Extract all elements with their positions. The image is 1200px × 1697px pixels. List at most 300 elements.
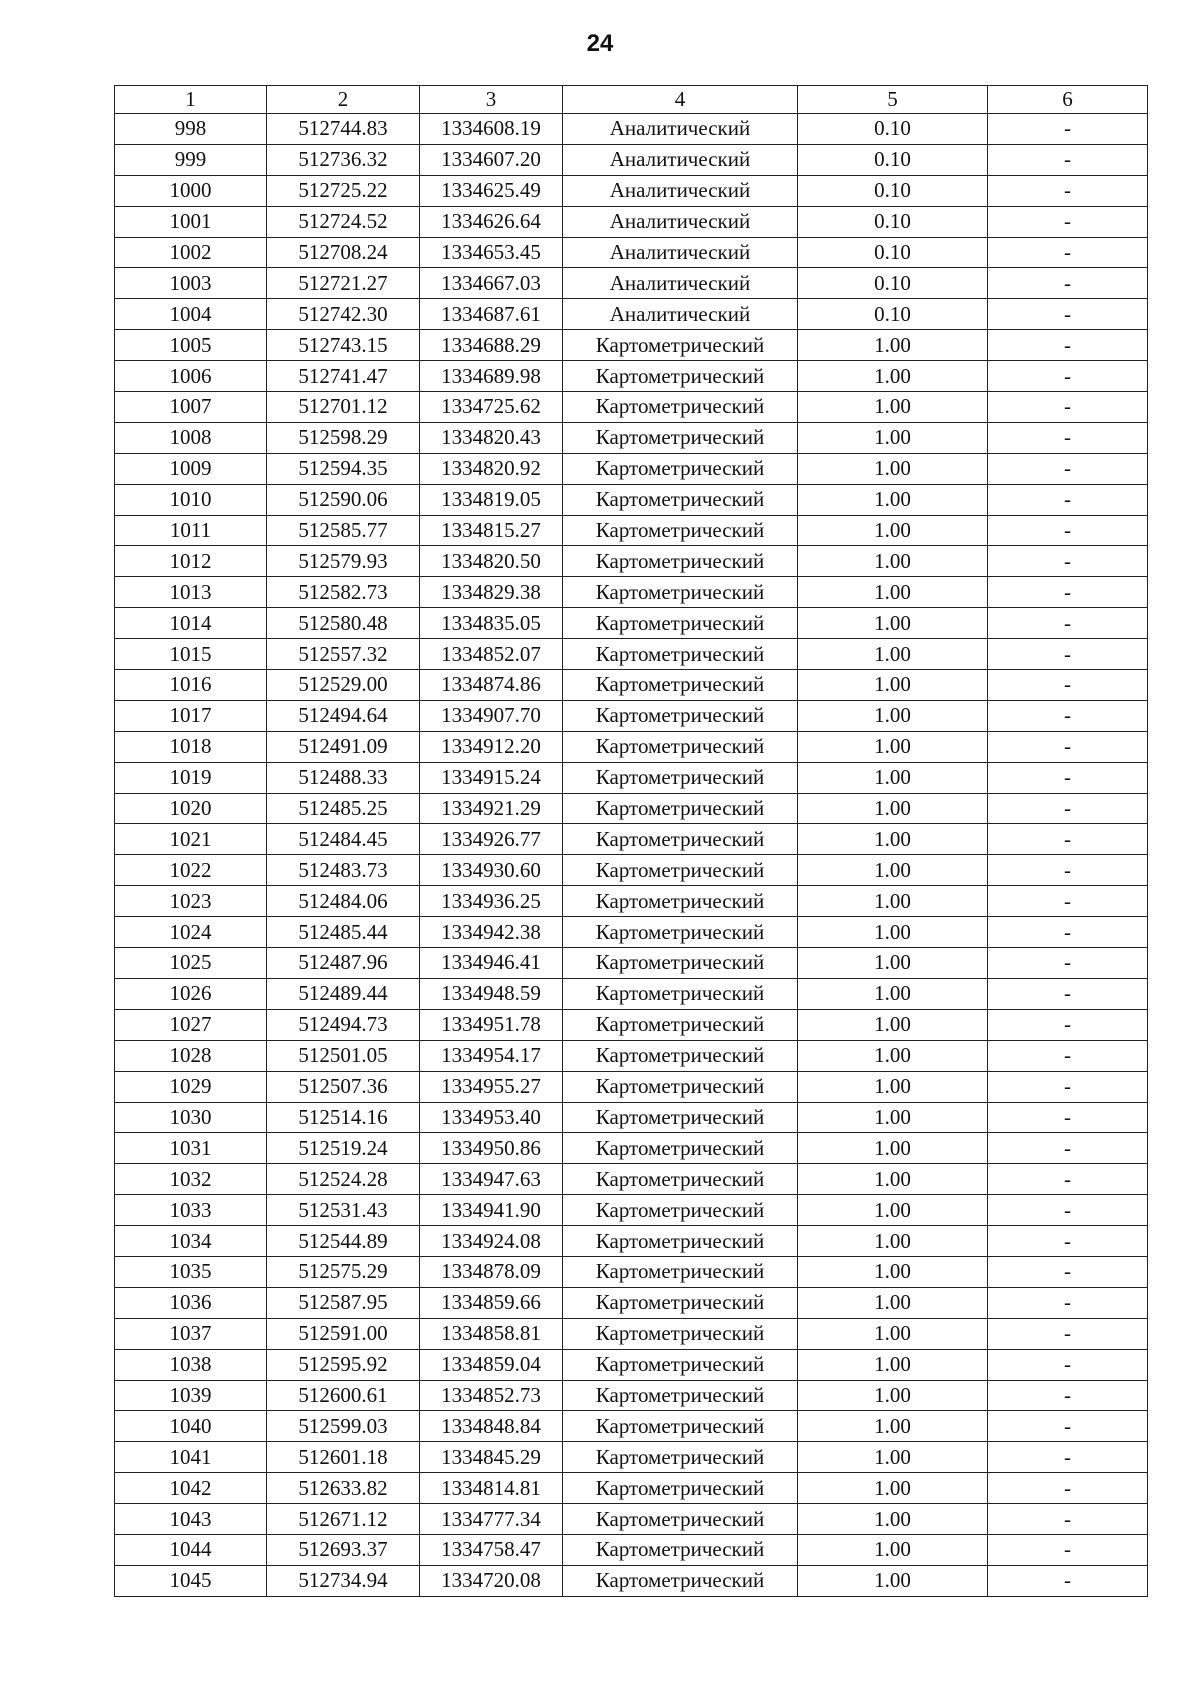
method-cell: Картометрический bbox=[563, 886, 798, 917]
table-row bbox=[115, 175, 1148, 206]
point-number-cell: 1019 bbox=[115, 762, 267, 793]
note-cell: - bbox=[988, 1534, 1148, 1565]
note-cell: - bbox=[988, 700, 1148, 731]
point-number-cell: 1018 bbox=[115, 731, 267, 762]
method-cell: Картометрический bbox=[563, 1102, 798, 1133]
x-coordinate-cell: 512485.44 bbox=[267, 917, 420, 948]
table-row bbox=[115, 330, 1148, 361]
accuracy-cell: 1.00 bbox=[798, 453, 988, 484]
accuracy-cell: 1.00 bbox=[798, 330, 988, 361]
method-cell: Картометрический bbox=[563, 700, 798, 731]
accuracy-cell: 0.10 bbox=[798, 114, 988, 145]
note-cell: - bbox=[988, 206, 1148, 237]
method-cell: Картометрический bbox=[563, 1473, 798, 1504]
note-cell: - bbox=[988, 731, 1148, 762]
point-number-cell: 1021 bbox=[115, 824, 267, 855]
x-coordinate-cell: 512531.43 bbox=[267, 1195, 420, 1226]
x-coordinate-cell: 512488.33 bbox=[267, 762, 420, 793]
point-number-cell: 1038 bbox=[115, 1349, 267, 1380]
x-coordinate-cell: 512501.05 bbox=[267, 1040, 420, 1071]
method-cell: Аналитический bbox=[563, 268, 798, 299]
point-number-cell: 1000 bbox=[115, 175, 267, 206]
method-cell: Картометрический bbox=[563, 1287, 798, 1318]
method-cell: Картометрический bbox=[563, 392, 798, 423]
x-coordinate-cell: 512485.25 bbox=[267, 793, 420, 824]
note-cell: - bbox=[988, 1473, 1148, 1504]
note-cell: - bbox=[988, 546, 1148, 577]
point-number-cell: 1015 bbox=[115, 639, 267, 670]
table-row bbox=[115, 731, 1148, 762]
y-coordinate-cell: 1334689.98 bbox=[420, 361, 563, 392]
column-header: 6 bbox=[988, 86, 1148, 114]
table-row bbox=[115, 670, 1148, 701]
table-row bbox=[115, 608, 1148, 639]
point-number-cell: 1010 bbox=[115, 484, 267, 515]
point-number-cell: 1039 bbox=[115, 1380, 267, 1411]
y-coordinate-cell: 1334950.86 bbox=[420, 1133, 563, 1164]
table-row bbox=[115, 1195, 1148, 1226]
method-cell: Картометрический bbox=[563, 1071, 798, 1102]
x-coordinate-cell: 512519.24 bbox=[267, 1133, 420, 1164]
point-number-cell: 1020 bbox=[115, 793, 267, 824]
coordinates-table bbox=[114, 85, 1148, 1597]
x-coordinate-cell: 512514.16 bbox=[267, 1102, 420, 1133]
method-cell: Картометрический bbox=[563, 855, 798, 886]
y-coordinate-cell: 1334946.41 bbox=[420, 948, 563, 979]
y-coordinate-cell: 1334953.40 bbox=[420, 1102, 563, 1133]
y-coordinate-cell: 1334814.81 bbox=[420, 1473, 563, 1504]
x-coordinate-cell: 512721.27 bbox=[267, 268, 420, 299]
method-cell: Картометрический bbox=[563, 1349, 798, 1380]
table-row bbox=[115, 1256, 1148, 1287]
y-coordinate-cell: 1334930.60 bbox=[420, 855, 563, 886]
point-number-cell: 1037 bbox=[115, 1318, 267, 1349]
x-coordinate-cell: 512585.77 bbox=[267, 515, 420, 546]
table-body bbox=[115, 114, 1148, 1597]
accuracy-cell: 1.00 bbox=[798, 917, 988, 948]
x-coordinate-cell: 512598.29 bbox=[267, 422, 420, 453]
x-coordinate-cell: 512484.06 bbox=[267, 886, 420, 917]
note-cell: - bbox=[988, 1256, 1148, 1287]
accuracy-cell: 0.10 bbox=[798, 299, 988, 330]
x-coordinate-cell: 512557.32 bbox=[267, 639, 420, 670]
method-cell: Картометрический bbox=[563, 608, 798, 639]
note-cell: - bbox=[988, 330, 1148, 361]
y-coordinate-cell: 1334954.17 bbox=[420, 1040, 563, 1071]
point-number-cell: 1002 bbox=[115, 237, 267, 268]
point-number-cell: 1025 bbox=[115, 948, 267, 979]
method-cell: Картометрический bbox=[563, 762, 798, 793]
accuracy-cell: 1.00 bbox=[798, 886, 988, 917]
table-row bbox=[115, 1133, 1148, 1164]
accuracy-cell: 1.00 bbox=[798, 948, 988, 979]
table-row bbox=[115, 453, 1148, 484]
table-row bbox=[115, 1164, 1148, 1195]
y-coordinate-cell: 1334607.20 bbox=[420, 144, 563, 175]
accuracy-cell: 1.00 bbox=[798, 484, 988, 515]
x-coordinate-cell: 512544.89 bbox=[267, 1226, 420, 1257]
method-cell: Картометрический bbox=[563, 1534, 798, 1565]
y-coordinate-cell: 1334625.49 bbox=[420, 175, 563, 206]
page-number: 24 bbox=[586, 30, 614, 57]
method-cell: Аналитический bbox=[563, 175, 798, 206]
x-coordinate-cell: 512633.82 bbox=[267, 1473, 420, 1504]
accuracy-cell: 1.00 bbox=[798, 1318, 988, 1349]
table-row bbox=[115, 422, 1148, 453]
table-row bbox=[115, 1102, 1148, 1133]
accuracy-cell: 1.00 bbox=[798, 577, 988, 608]
accuracy-cell: 1.00 bbox=[798, 1380, 988, 1411]
accuracy-cell: 1.00 bbox=[798, 515, 988, 546]
y-coordinate-cell: 1334948.59 bbox=[420, 978, 563, 1009]
table-row bbox=[115, 1009, 1148, 1040]
y-coordinate-cell: 1334858.81 bbox=[420, 1318, 563, 1349]
table-row bbox=[115, 886, 1148, 917]
y-coordinate-cell: 1334912.20 bbox=[420, 731, 563, 762]
x-coordinate-cell: 512580.48 bbox=[267, 608, 420, 639]
point-number-cell: 1006 bbox=[115, 361, 267, 392]
note-cell: - bbox=[988, 1195, 1148, 1226]
y-coordinate-cell: 1334947.63 bbox=[420, 1164, 563, 1195]
note-cell: - bbox=[988, 639, 1148, 670]
method-cell: Аналитический bbox=[563, 299, 798, 330]
method-cell: Аналитический bbox=[563, 144, 798, 175]
table-row bbox=[115, 1534, 1148, 1565]
point-number-cell: 1023 bbox=[115, 886, 267, 917]
point-number-cell: 1035 bbox=[115, 1256, 267, 1287]
y-coordinate-cell: 1334859.04 bbox=[420, 1349, 563, 1380]
point-number-cell: 1007 bbox=[115, 392, 267, 423]
method-cell: Картометрический bbox=[563, 484, 798, 515]
table-row bbox=[115, 206, 1148, 237]
accuracy-cell: 1.00 bbox=[798, 793, 988, 824]
accuracy-cell: 1.00 bbox=[798, 978, 988, 1009]
x-coordinate-cell: 512600.61 bbox=[267, 1380, 420, 1411]
point-number-cell: 1005 bbox=[115, 330, 267, 361]
method-cell: Аналитический bbox=[563, 206, 798, 237]
accuracy-cell: 1.00 bbox=[798, 1256, 988, 1287]
x-coordinate-cell: 512591.00 bbox=[267, 1318, 420, 1349]
note-cell: - bbox=[988, 422, 1148, 453]
point-number-cell: 1026 bbox=[115, 978, 267, 1009]
point-number-cell: 1022 bbox=[115, 855, 267, 886]
table-row bbox=[115, 144, 1148, 175]
x-coordinate-cell: 512743.15 bbox=[267, 330, 420, 361]
method-cell: Картометрический bbox=[563, 1133, 798, 1164]
table-row bbox=[115, 1071, 1148, 1102]
header-row bbox=[115, 86, 1148, 114]
note-cell: - bbox=[988, 515, 1148, 546]
table-row bbox=[115, 1380, 1148, 1411]
method-cell: Картометрический bbox=[563, 546, 798, 577]
note-cell: - bbox=[988, 1504, 1148, 1535]
method-cell: Картометрический bbox=[563, 1504, 798, 1535]
method-cell: Аналитический bbox=[563, 237, 798, 268]
accuracy-cell: 1.00 bbox=[798, 608, 988, 639]
y-coordinate-cell: 1334820.43 bbox=[420, 422, 563, 453]
column-header: 1 bbox=[115, 86, 267, 114]
method-cell: Картометрический bbox=[563, 1442, 798, 1473]
y-coordinate-cell: 1334819.05 bbox=[420, 484, 563, 515]
y-coordinate-cell: 1334951.78 bbox=[420, 1009, 563, 1040]
note-cell: - bbox=[988, 577, 1148, 608]
note-cell: - bbox=[988, 1226, 1148, 1257]
table-header bbox=[115, 86, 1148, 114]
note-cell: - bbox=[988, 299, 1148, 330]
point-number-cell: 1032 bbox=[115, 1164, 267, 1195]
y-coordinate-cell: 1334921.29 bbox=[420, 793, 563, 824]
y-coordinate-cell: 1334859.66 bbox=[420, 1287, 563, 1318]
note-cell: - bbox=[988, 793, 1148, 824]
y-coordinate-cell: 1334835.05 bbox=[420, 608, 563, 639]
note-cell: - bbox=[988, 1349, 1148, 1380]
note-cell: - bbox=[988, 268, 1148, 299]
y-coordinate-cell: 1334848.84 bbox=[420, 1411, 563, 1442]
method-cell: Картометрический bbox=[563, 1565, 798, 1596]
accuracy-cell: 0.10 bbox=[798, 175, 988, 206]
accuracy-cell: 1.00 bbox=[798, 731, 988, 762]
table-row bbox=[115, 392, 1148, 423]
table-row bbox=[115, 299, 1148, 330]
table-row bbox=[115, 546, 1148, 577]
point-number-cell: 1040 bbox=[115, 1411, 267, 1442]
point-number-cell: 1017 bbox=[115, 700, 267, 731]
table-row bbox=[115, 700, 1148, 731]
x-coordinate-cell: 512575.29 bbox=[267, 1256, 420, 1287]
note-cell: - bbox=[988, 1102, 1148, 1133]
table-row bbox=[115, 1287, 1148, 1318]
table-row bbox=[115, 268, 1148, 299]
point-number-cell: 1004 bbox=[115, 299, 267, 330]
table-row bbox=[115, 639, 1148, 670]
method-cell: Картометрический bbox=[563, 1195, 798, 1226]
x-coordinate-cell: 512494.73 bbox=[267, 1009, 420, 1040]
note-cell: - bbox=[988, 361, 1148, 392]
accuracy-cell: 1.00 bbox=[798, 1442, 988, 1473]
method-cell: Картометрический bbox=[563, 330, 798, 361]
method-cell: Картометрический bbox=[563, 1009, 798, 1040]
accuracy-cell: 1.00 bbox=[798, 361, 988, 392]
method-cell: Картометрический bbox=[563, 1226, 798, 1257]
method-cell: Картометрический bbox=[563, 515, 798, 546]
x-coordinate-cell: 512587.95 bbox=[267, 1287, 420, 1318]
accuracy-cell: 0.10 bbox=[798, 268, 988, 299]
column-header: 4 bbox=[563, 86, 798, 114]
accuracy-cell: 1.00 bbox=[798, 1009, 988, 1040]
point-number-cell: 1042 bbox=[115, 1473, 267, 1504]
point-number-cell: 998 bbox=[115, 114, 267, 145]
y-coordinate-cell: 1334829.38 bbox=[420, 577, 563, 608]
accuracy-cell: 1.00 bbox=[798, 1133, 988, 1164]
note-cell: - bbox=[988, 1318, 1148, 1349]
x-coordinate-cell: 512744.83 bbox=[267, 114, 420, 145]
note-cell: - bbox=[988, 1040, 1148, 1071]
table-row bbox=[115, 1442, 1148, 1473]
table-row bbox=[115, 1226, 1148, 1257]
note-cell: - bbox=[988, 670, 1148, 701]
note-cell: - bbox=[988, 824, 1148, 855]
accuracy-cell: 1.00 bbox=[798, 1226, 988, 1257]
note-cell: - bbox=[988, 1380, 1148, 1411]
accuracy-cell: 1.00 bbox=[798, 1195, 988, 1226]
table-row bbox=[115, 824, 1148, 855]
x-coordinate-cell: 512693.37 bbox=[267, 1534, 420, 1565]
note-cell: - bbox=[988, 1565, 1148, 1596]
column-header: 2 bbox=[267, 86, 420, 114]
accuracy-cell: 0.10 bbox=[798, 206, 988, 237]
y-coordinate-cell: 1334653.45 bbox=[420, 237, 563, 268]
accuracy-cell: 1.00 bbox=[798, 1287, 988, 1318]
y-coordinate-cell: 1334777.34 bbox=[420, 1504, 563, 1535]
point-number-cell: 1044 bbox=[115, 1534, 267, 1565]
method-cell: Картометрический bbox=[563, 731, 798, 762]
x-coordinate-cell: 512594.35 bbox=[267, 453, 420, 484]
y-coordinate-cell: 1334874.86 bbox=[420, 670, 563, 701]
point-number-cell: 1003 bbox=[115, 268, 267, 299]
point-number-cell: 1030 bbox=[115, 1102, 267, 1133]
column-header: 3 bbox=[420, 86, 563, 114]
point-number-cell: 1028 bbox=[115, 1040, 267, 1071]
point-number-cell: 1013 bbox=[115, 577, 267, 608]
y-coordinate-cell: 1334924.08 bbox=[420, 1226, 563, 1257]
note-cell: - bbox=[988, 484, 1148, 515]
accuracy-cell: 1.00 bbox=[798, 639, 988, 670]
y-coordinate-cell: 1334720.08 bbox=[420, 1565, 563, 1596]
accuracy-cell: 1.00 bbox=[798, 1411, 988, 1442]
note-cell: - bbox=[988, 762, 1148, 793]
y-coordinate-cell: 1334907.70 bbox=[420, 700, 563, 731]
y-coordinate-cell: 1334845.29 bbox=[420, 1442, 563, 1473]
point-number-cell: 1016 bbox=[115, 670, 267, 701]
table-row bbox=[115, 793, 1148, 824]
table-row bbox=[115, 948, 1148, 979]
point-number-cell: 1029 bbox=[115, 1071, 267, 1102]
accuracy-cell: 1.00 bbox=[798, 1473, 988, 1504]
x-coordinate-cell: 512736.32 bbox=[267, 144, 420, 175]
note-cell: - bbox=[988, 855, 1148, 886]
x-coordinate-cell: 512599.03 bbox=[267, 1411, 420, 1442]
accuracy-cell: 1.00 bbox=[798, 1102, 988, 1133]
x-coordinate-cell: 512701.12 bbox=[267, 392, 420, 423]
accuracy-cell: 1.00 bbox=[798, 546, 988, 577]
table-row bbox=[115, 1349, 1148, 1380]
note-cell: - bbox=[988, 175, 1148, 206]
y-coordinate-cell: 1334667.03 bbox=[420, 268, 563, 299]
note-cell: - bbox=[988, 144, 1148, 175]
point-number-cell: 1011 bbox=[115, 515, 267, 546]
point-number-cell: 1031 bbox=[115, 1133, 267, 1164]
accuracy-cell: 1.00 bbox=[798, 1040, 988, 1071]
y-coordinate-cell: 1334878.09 bbox=[420, 1256, 563, 1287]
method-cell: Картометрический bbox=[563, 422, 798, 453]
method-cell: Картометрический bbox=[563, 453, 798, 484]
x-coordinate-cell: 512595.92 bbox=[267, 1349, 420, 1380]
x-coordinate-cell: 512484.45 bbox=[267, 824, 420, 855]
note-cell: - bbox=[988, 1164, 1148, 1195]
accuracy-cell: 1.00 bbox=[798, 1504, 988, 1535]
table-row bbox=[115, 1411, 1148, 1442]
x-coordinate-cell: 512489.44 bbox=[267, 978, 420, 1009]
y-coordinate-cell: 1334955.27 bbox=[420, 1071, 563, 1102]
y-coordinate-cell: 1334820.92 bbox=[420, 453, 563, 484]
x-coordinate-cell: 512494.64 bbox=[267, 700, 420, 731]
table-row bbox=[115, 1504, 1148, 1535]
method-cell: Картометрический bbox=[563, 1256, 798, 1287]
y-coordinate-cell: 1334852.73 bbox=[420, 1380, 563, 1411]
accuracy-cell: 1.00 bbox=[798, 392, 988, 423]
x-coordinate-cell: 512507.36 bbox=[267, 1071, 420, 1102]
x-coordinate-cell: 512491.09 bbox=[267, 731, 420, 762]
method-cell: Картометрический bbox=[563, 917, 798, 948]
y-coordinate-cell: 1334941.90 bbox=[420, 1195, 563, 1226]
accuracy-cell: 1.00 bbox=[798, 1164, 988, 1195]
accuracy-cell: 1.00 bbox=[798, 1565, 988, 1596]
table-row bbox=[115, 855, 1148, 886]
accuracy-cell: 1.00 bbox=[798, 1071, 988, 1102]
x-coordinate-cell: 512601.18 bbox=[267, 1442, 420, 1473]
method-cell: Картометрический bbox=[563, 978, 798, 1009]
table-row bbox=[115, 484, 1148, 515]
point-number-cell: 1041 bbox=[115, 1442, 267, 1473]
x-coordinate-cell: 512590.06 bbox=[267, 484, 420, 515]
point-number-cell: 1009 bbox=[115, 453, 267, 484]
x-coordinate-cell: 512487.96 bbox=[267, 948, 420, 979]
y-coordinate-cell: 1334758.47 bbox=[420, 1534, 563, 1565]
point-number-cell: 1001 bbox=[115, 206, 267, 237]
x-coordinate-cell: 512708.24 bbox=[267, 237, 420, 268]
y-coordinate-cell: 1334926.77 bbox=[420, 824, 563, 855]
note-cell: - bbox=[988, 1411, 1148, 1442]
accuracy-cell: 1.00 bbox=[798, 670, 988, 701]
note-cell: - bbox=[988, 237, 1148, 268]
x-coordinate-cell: 512725.22 bbox=[267, 175, 420, 206]
method-cell: Картометрический bbox=[563, 824, 798, 855]
note-cell: - bbox=[988, 392, 1148, 423]
accuracy-cell: 0.10 bbox=[798, 237, 988, 268]
point-number-cell: 1012 bbox=[115, 546, 267, 577]
note-cell: - bbox=[988, 978, 1148, 1009]
table-row bbox=[115, 1318, 1148, 1349]
method-cell: Картометрический bbox=[563, 1411, 798, 1442]
method-cell: Картометрический bbox=[563, 577, 798, 608]
point-number-cell: 1033 bbox=[115, 1195, 267, 1226]
y-coordinate-cell: 1334688.29 bbox=[420, 330, 563, 361]
accuracy-cell: 1.00 bbox=[798, 1349, 988, 1380]
y-coordinate-cell: 1334915.24 bbox=[420, 762, 563, 793]
accuracy-cell: 1.00 bbox=[798, 422, 988, 453]
accuracy-cell: 1.00 bbox=[798, 700, 988, 731]
accuracy-cell: 0.10 bbox=[798, 144, 988, 175]
table-row bbox=[115, 978, 1148, 1009]
column-header: 5 bbox=[798, 86, 988, 114]
method-cell: Аналитический bbox=[563, 114, 798, 145]
point-number-cell: 1024 bbox=[115, 917, 267, 948]
y-coordinate-cell: 1334626.64 bbox=[420, 206, 563, 237]
method-cell: Картометрический bbox=[563, 1040, 798, 1071]
table-row bbox=[115, 515, 1148, 546]
y-coordinate-cell: 1334820.50 bbox=[420, 546, 563, 577]
accuracy-cell: 1.00 bbox=[798, 855, 988, 886]
point-number-cell: 1014 bbox=[115, 608, 267, 639]
point-number-cell: 999 bbox=[115, 144, 267, 175]
note-cell: - bbox=[988, 948, 1148, 979]
note-cell: - bbox=[988, 1009, 1148, 1040]
x-coordinate-cell: 512524.28 bbox=[267, 1164, 420, 1195]
note-cell: - bbox=[988, 1287, 1148, 1318]
y-coordinate-cell: 1334608.19 bbox=[420, 114, 563, 145]
table-row bbox=[115, 762, 1148, 793]
y-coordinate-cell: 1334936.25 bbox=[420, 886, 563, 917]
